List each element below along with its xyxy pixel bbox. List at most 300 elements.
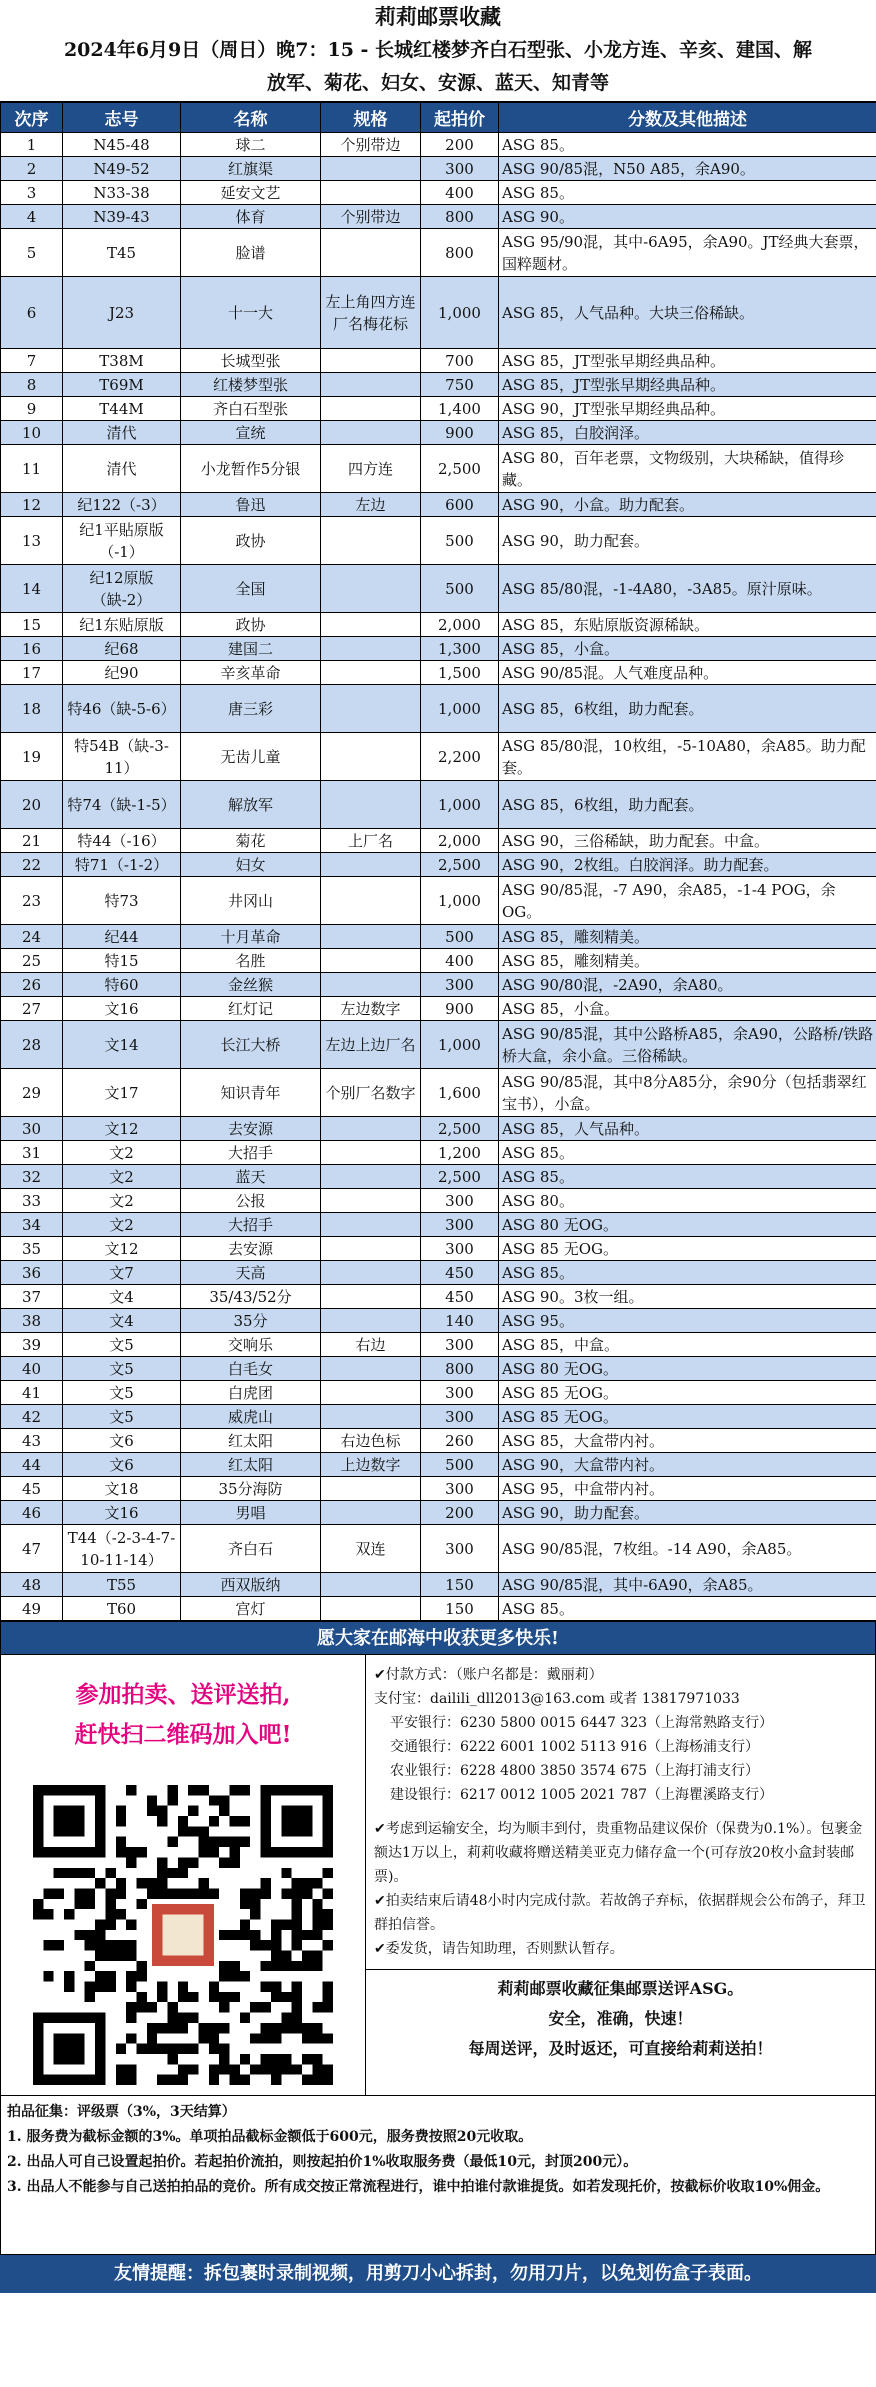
table-row: [1, 397, 876, 421]
row-index: 45: [1, 1477, 63, 1501]
stamp-code: 清代: [63, 421, 181, 445]
stamp-name: 金丝猴: [181, 973, 321, 997]
row-index: 32: [1, 1165, 63, 1189]
row-index: 14: [1, 565, 63, 613]
stamp-name: 威虎山: [181, 1405, 321, 1429]
stamp-name: 妇女: [181, 853, 321, 877]
stamp-spec: 上边数字: [321, 1453, 421, 1477]
row-index: 35: [1, 1237, 63, 1261]
start-price: 150: [421, 1573, 499, 1597]
stamp-spec: [321, 973, 421, 997]
stamp-spec: 左边: [321, 493, 421, 517]
stamp-name: 齐白石: [181, 1525, 321, 1573]
stamp-spec: [321, 181, 421, 205]
stamp-code: 纪12原版（缺-2）: [63, 565, 181, 613]
row-index: 33: [1, 1189, 63, 1213]
stamp-code: 文18: [63, 1477, 181, 1501]
row-index: 12: [1, 493, 63, 517]
table-row: [1, 1213, 876, 1237]
grade-description: ASG 95，中盒带内衬。: [499, 1477, 876, 1501]
stamp-spec: [321, 1261, 421, 1285]
table-row: [1, 181, 876, 205]
start-price: 300: [421, 1189, 499, 1213]
table-row: [1, 517, 876, 565]
start-price: 1,000: [421, 685, 499, 733]
stamp-spec: [321, 1165, 421, 1189]
stamp-code: 纪90: [63, 661, 181, 685]
table-row: [1, 1573, 876, 1597]
stamp-code: 文2: [63, 1165, 181, 1189]
grade-description: ASG 90，小盒。助力配套。: [499, 493, 876, 517]
start-price: 500: [421, 517, 499, 565]
stamp-spec: [321, 1117, 421, 1141]
stamp-name: 天高: [181, 1261, 321, 1285]
row-index: 1: [1, 133, 63, 157]
start-price: 1,600: [421, 1069, 499, 1117]
stamp-code: 特73: [63, 877, 181, 925]
grade-description: ASG 85 无OG。: [499, 1405, 876, 1429]
row-index: 17: [1, 661, 63, 685]
delivery-note: ✔委发货，请告知助理，否则默认暂存。: [374, 1941, 624, 1957]
stamp-name: 球二: [181, 133, 321, 157]
column-header: 起拍价: [421, 103, 499, 133]
stamp-code: 纪68: [63, 637, 181, 661]
start-price: 140: [421, 1309, 499, 1333]
row-index: 42: [1, 1405, 63, 1429]
stamp-name: 红楼梦型张: [181, 373, 321, 397]
rule-item: 2. 出品人可自己设置起拍价。若起拍价流拍，则按起拍价1%收取服务费（最低10元，封顶200元）。: [7, 2154, 638, 2170]
stamp-code: 文7: [63, 1261, 181, 1285]
start-price: 260: [421, 1429, 499, 1453]
table-row: [1, 997, 876, 1021]
row-index: 3: [1, 181, 63, 205]
rules-heading: 拍品征集：评级票（3%，3天结算）: [7, 2104, 236, 2120]
grade-description: ASG 85，JT型张早期经典品种。: [499, 349, 876, 373]
stamp-spec: 左边数字: [321, 997, 421, 1021]
start-price: 300: [421, 1381, 499, 1405]
stamp-name: 体育: [181, 205, 321, 229]
table-row: [1, 925, 876, 949]
stamp-name: 宫灯: [181, 1597, 321, 1621]
row-index: 26: [1, 973, 63, 997]
stamp-spec: [321, 853, 421, 877]
stamp-spec: 双连: [321, 1525, 421, 1573]
stamp-spec: [321, 421, 421, 445]
grade-description: ASG 85。: [499, 1597, 876, 1621]
grade-description: ASG 85。: [499, 1141, 876, 1165]
start-price: 200: [421, 1501, 499, 1525]
stamp-code: T45: [63, 229, 181, 277]
stamp-name: 蓝天: [181, 1165, 321, 1189]
stamp-code: 文17: [63, 1069, 181, 1117]
grade-description: ASG 85。: [499, 181, 876, 205]
stamp-spec: [321, 1213, 421, 1237]
start-price: 300: [421, 1213, 499, 1237]
stamp-name: 大招手: [181, 1213, 321, 1237]
start-price: 300: [421, 1237, 499, 1261]
start-price: 500: [421, 925, 499, 949]
table-row: [1, 277, 876, 349]
stamp-code: T44（-2-3-4-7-10-11-14）: [63, 1525, 181, 1573]
row-index: 31: [1, 1141, 63, 1165]
column-header: 次序: [1, 103, 63, 133]
table-row: [1, 829, 876, 853]
row-index: 24: [1, 925, 63, 949]
stamp-spec: 四方连: [321, 445, 421, 493]
stamp-name: 小龙暂作5分银: [181, 445, 321, 493]
footer-reminder: 友情提醒：拆包裹时录制视频，用剪刀小心拆封，勿用刀片，以免划伤盒子表面。: [0, 2255, 876, 2293]
stamp-code: 文16: [63, 1501, 181, 1525]
stamp-name: 交响乐: [181, 1333, 321, 1357]
stamp-name: 红灯记: [181, 997, 321, 1021]
stamp-spec: 右边: [321, 1333, 421, 1357]
stamp-name: 齐白石型张: [181, 397, 321, 421]
row-index: 10: [1, 421, 63, 445]
stamp-spec: 个别带边: [321, 133, 421, 157]
row-index: 5: [1, 229, 63, 277]
table-row: [1, 493, 876, 517]
table-row: [1, 1285, 876, 1309]
bank-account-nongye: 农业银行：6228 4800 3850 3574 675（上海打浦支行）: [390, 1763, 760, 1779]
qr-code-icon[interactable]: [33, 1785, 333, 2085]
grade-description: ASG 80。: [499, 1189, 876, 1213]
stamp-spec: [321, 613, 421, 637]
row-index: 6: [1, 277, 63, 349]
table-row: [1, 1117, 876, 1141]
stamp-code: 文2: [63, 1141, 181, 1165]
stamp-code: 文6: [63, 1429, 181, 1453]
table-row: [1, 733, 876, 781]
table-row: [1, 373, 876, 397]
stamp-spec: [321, 349, 421, 373]
start-price: 500: [421, 1453, 499, 1477]
stamp-code: N39-43: [63, 205, 181, 229]
row-index: 44: [1, 1453, 63, 1477]
stamp-name: 鲁迅: [181, 493, 321, 517]
slogan-box: [366, 1969, 875, 2064]
column-header: 规格: [321, 103, 421, 133]
start-price: 300: [421, 973, 499, 997]
start-price: 2,500: [421, 1117, 499, 1141]
row-index: 36: [1, 1261, 63, 1285]
grade-description: ASG 90，助力配套。: [499, 1501, 876, 1525]
row-index: 27: [1, 997, 63, 1021]
stamp-spec: 上厂名: [321, 829, 421, 853]
bank-account-jiaotong: 交通银行：6222 6001 1002 5113 916（上海杨浦支行）: [390, 1739, 760, 1755]
row-index: 47: [1, 1525, 63, 1573]
stamp-code: 文5: [63, 1357, 181, 1381]
stamp-spec: 左上角四方连厂名梅花标: [321, 277, 421, 349]
rule-item: 3. 出品人不能参与自己送拍拍品的竞价。所有成交按正常流程进行，谁中拍谁付款谁提货。如若发现托价，按截标价收取10%佣金。: [7, 2179, 830, 2195]
table-row: [1, 1477, 876, 1501]
stamp-spec: [321, 397, 421, 421]
start-price: 1,300: [421, 637, 499, 661]
table-row: [1, 1189, 876, 1213]
stamp-code: 纪1平貼原版（-1）: [63, 517, 181, 565]
stamp-spec: [321, 1381, 421, 1405]
stamp-spec: 左边上边厂名: [321, 1021, 421, 1069]
start-price: 700: [421, 349, 499, 373]
stamp-spec: [321, 229, 421, 277]
stamp-code: T44M: [63, 397, 181, 421]
stamp-spec: [321, 157, 421, 181]
stamp-name: 名胜: [181, 949, 321, 973]
stamp-name: 去安源: [181, 1237, 321, 1261]
start-price: 1,400: [421, 397, 499, 421]
stamp-name: 男唱: [181, 1501, 321, 1525]
stamp-name: 西双版纳: [181, 1573, 321, 1597]
table-row: [1, 133, 876, 157]
stamp-code: 文4: [63, 1285, 181, 1309]
promo-line-2: 赶快扫二维码加入吧!: [74, 1721, 292, 1748]
stamp-name: 35分: [181, 1309, 321, 1333]
start-price: 1,200: [421, 1141, 499, 1165]
stamp-name: 大招手: [181, 1141, 321, 1165]
table-row: [1, 613, 876, 637]
wish-banner: 愿大家在邮海中收获更多快乐!: [0, 1621, 876, 1655]
table-row: [1, 1141, 876, 1165]
table-row: [1, 1405, 876, 1429]
start-price: 500: [421, 565, 499, 613]
grade-description: ASG 90，JT型张早期经典品种。: [499, 397, 876, 421]
row-index: 11: [1, 445, 63, 493]
shipping-note: ✔考虑到运输安全，均为顺丰到付，贵重物品建议保价（保费为0.1%）。包裹金额达1万以上，莉莉收藏将赠送精美亚克力储存盒一个(可存放20枚小盒封装邮票)。: [374, 1821, 863, 1885]
grade-description: ASG 85 无OG。: [499, 1381, 876, 1405]
stamp-code: 文5: [63, 1405, 181, 1429]
row-index: 21: [1, 829, 63, 853]
stamp-spec: [321, 1189, 421, 1213]
start-price: 600: [421, 493, 499, 517]
start-price: 800: [421, 229, 499, 277]
stamp-code: 文5: [63, 1333, 181, 1357]
stamp-name: 红太阳: [181, 1453, 321, 1477]
promo-panel: [1, 1655, 366, 2095]
auction-table-body: [1, 133, 876, 1621]
table-row: [1, 1501, 876, 1525]
grade-description: ASG 95。: [499, 1309, 876, 1333]
stamp-code: 文2: [63, 1189, 181, 1213]
table-row: [1, 205, 876, 229]
grade-description: ASG 90。: [499, 205, 876, 229]
start-price: 300: [421, 1525, 499, 1573]
grade-description: ASG 85，雕刻精美。: [499, 925, 876, 949]
start-price: 200: [421, 133, 499, 157]
grade-description: ASG 85，JT型张早期经典品种。: [499, 373, 876, 397]
alipay-account: 支付宝：dailili_dll2013@163.com 或者 13817971033: [374, 1691, 740, 1707]
stamp-name: 建国二: [181, 637, 321, 661]
table-row: [1, 349, 876, 373]
table-row: [1, 661, 876, 685]
table-row: [1, 1237, 876, 1261]
stamp-name: 十一大: [181, 277, 321, 349]
table-row: [1, 949, 876, 973]
start-price: 1,000: [421, 1021, 499, 1069]
table-row: [1, 1165, 876, 1189]
stamp-name: 35/43/52分: [181, 1285, 321, 1309]
stamp-code: 特74（缺-1-5）: [63, 781, 181, 829]
stamp-spec: [321, 1285, 421, 1309]
table-row: [1, 877, 876, 925]
stamp-code: 文16: [63, 997, 181, 1021]
grade-description: ASG 85，人气品种。大块三俗稀缺。: [499, 277, 876, 349]
start-price: 450: [421, 1261, 499, 1285]
row-index: 39: [1, 1333, 63, 1357]
stamp-name: 白虎团: [181, 1381, 321, 1405]
table-row: [1, 1597, 876, 1621]
row-index: 7: [1, 349, 63, 373]
slogan-line-3: 每周送评，及时返还，可直接给莉莉送拍！: [468, 2039, 773, 2058]
stamp-code: 纪122（-3）: [63, 493, 181, 517]
row-index: 30: [1, 1117, 63, 1141]
stamp-name: 长江大桥: [181, 1021, 321, 1069]
stamp-code: 文4: [63, 1309, 181, 1333]
row-index: 18: [1, 685, 63, 733]
table-row: [1, 685, 876, 733]
stamp-name: 红太阳: [181, 1429, 321, 1453]
stamp-name: 政协: [181, 613, 321, 637]
stamp-name: 去安源: [181, 1117, 321, 1141]
start-price: 2,000: [421, 829, 499, 853]
grade-description: ASG 85。: [499, 133, 876, 157]
stamp-code: 特46（缺-5-6）: [63, 685, 181, 733]
stamp-spec: [321, 781, 421, 829]
stamp-code: 特15: [63, 949, 181, 973]
stamp-name: 脸谱: [181, 229, 321, 277]
grade-description: ASG 85 无OG。: [499, 1237, 876, 1261]
table-row: [1, 157, 876, 181]
stamp-name: 菊花: [181, 829, 321, 853]
stamp-code: 纪1东贴原版: [63, 613, 181, 637]
row-index: 15: [1, 613, 63, 637]
stamp-name: 解放军: [181, 781, 321, 829]
grade-description: ASG 90，三俗稀缺，助力配套。中盒。: [499, 829, 876, 853]
grade-description: ASG 85/80混，-1-4A80，-3A85。原汁原味。: [499, 565, 876, 613]
auction-table: [0, 102, 876, 1621]
grade-description: ASG 95/90混，其中-6A95，余A90。JT经典大套票，国粹题材。: [499, 229, 876, 277]
grade-description: ASG 90/85混，其中-6A90，余A85。: [499, 1573, 876, 1597]
start-price: 300: [421, 157, 499, 181]
grade-description: ASG 85，雕刻精美。: [499, 949, 876, 973]
stamp-spec: [321, 373, 421, 397]
stamp-name: 无齿儿童: [181, 733, 321, 781]
start-price: 2,500: [421, 1165, 499, 1189]
table-row: [1, 1261, 876, 1285]
stamp-code: J23: [63, 277, 181, 349]
grade-description: ASG 85，人气品种。: [499, 1117, 876, 1141]
grade-description: ASG 85，6枚组，助力配套。: [499, 781, 876, 829]
stamp-spec: [321, 1477, 421, 1501]
start-price: 750: [421, 373, 499, 397]
grade-description: ASG 85，东贴原版资源稀缺。: [499, 613, 876, 637]
table-row: [1, 1069, 876, 1117]
payment-panel: [366, 1655, 875, 2095]
stamp-name: 35分海防: [181, 1477, 321, 1501]
row-index: 13: [1, 517, 63, 565]
stamp-name: 知识青年: [181, 1069, 321, 1117]
start-price: 1,500: [421, 661, 499, 685]
stamp-spec: [321, 1573, 421, 1597]
stamp-code: 特71（-1-2）: [63, 853, 181, 877]
stamp-name: 辛亥革命: [181, 661, 321, 685]
row-index: 41: [1, 1381, 63, 1405]
start-price: 2,500: [421, 445, 499, 493]
table-row: [1, 637, 876, 661]
stamp-code: 特60: [63, 973, 181, 997]
row-index: 8: [1, 373, 63, 397]
stamp-spec: [321, 1405, 421, 1429]
row-index: 37: [1, 1285, 63, 1309]
contact-section: [0, 1655, 876, 2095]
stamp-code: 文5: [63, 1381, 181, 1405]
stamp-spec: [321, 661, 421, 685]
start-price: 2,000: [421, 613, 499, 637]
grade-description: ASG 85，白胶润泽。: [499, 421, 876, 445]
grade-description: ASG 85。: [499, 1165, 876, 1189]
grade-description: ASG 85/80混，10枚组，-5-10A80，余A85。助力配套。: [499, 733, 876, 781]
table-row: [1, 1453, 876, 1477]
grade-description: ASG 85，中盒。: [499, 1333, 876, 1357]
grade-description: ASG 85，小盒。: [499, 997, 876, 1021]
start-price: 150: [421, 1597, 499, 1621]
row-index: 48: [1, 1573, 63, 1597]
stamp-code: 清代: [63, 445, 181, 493]
payment-deadline-note: ✔拍卖结束后请48小时内完成付款。若故鸽子弃标，依据群规会公布鸽子，拜卫群拍信誉。: [374, 1893, 866, 1933]
start-price: 300: [421, 1477, 499, 1501]
start-price: 1,000: [421, 277, 499, 349]
row-index: 9: [1, 397, 63, 421]
grade-description: ASG 80 无OG。: [499, 1213, 876, 1237]
grade-description: ASG 90，助力配套。: [499, 517, 876, 565]
subtitle-line-2: 放军、菊花、妇女、安源、蓝天、知青等: [266, 72, 609, 94]
stamp-name: 红旗渠: [181, 157, 321, 181]
page-subtitle: [0, 34, 876, 102]
start-price: 450: [421, 1285, 499, 1309]
stamp-code: 文2: [63, 1213, 181, 1237]
stamp-spec: [321, 1501, 421, 1525]
stamp-code: N49-52: [63, 157, 181, 181]
table-row: [1, 1333, 876, 1357]
row-index: 34: [1, 1213, 63, 1237]
start-price: 400: [421, 181, 499, 205]
table-row: [1, 1381, 876, 1405]
stamp-name: 政协: [181, 517, 321, 565]
stamp-spec: [321, 565, 421, 613]
row-index: 19: [1, 733, 63, 781]
table-header-row: [1, 103, 876, 133]
column-header: 志号: [63, 103, 181, 133]
table-row: [1, 1309, 876, 1333]
stamp-spec: [321, 877, 421, 925]
stamp-name: 白毛女: [181, 1357, 321, 1381]
column-header: 名称: [181, 103, 321, 133]
row-index: 4: [1, 205, 63, 229]
stamp-code: 特54B（缺-3-11）: [63, 733, 181, 781]
grade-description: ASG 85，6枚组，助力配套。: [499, 685, 876, 733]
stamp-name: 长城型张: [181, 349, 321, 373]
grade-description: ASG 90/80混，-2A90，余A80。: [499, 973, 876, 997]
stamp-spec: [321, 733, 421, 781]
row-index: 49: [1, 1597, 63, 1621]
start-price: 800: [421, 205, 499, 229]
stamp-spec: 个别厂名数字: [321, 1069, 421, 1117]
stamp-spec: [321, 685, 421, 733]
table-row: [1, 853, 876, 877]
row-index: 22: [1, 853, 63, 877]
page-title: 莉莉邮票收藏: [375, 4, 501, 29]
stamp-name: 宣统: [181, 421, 321, 445]
column-header: 分数及其他描述: [499, 103, 876, 133]
stamp-name: 井冈山: [181, 877, 321, 925]
